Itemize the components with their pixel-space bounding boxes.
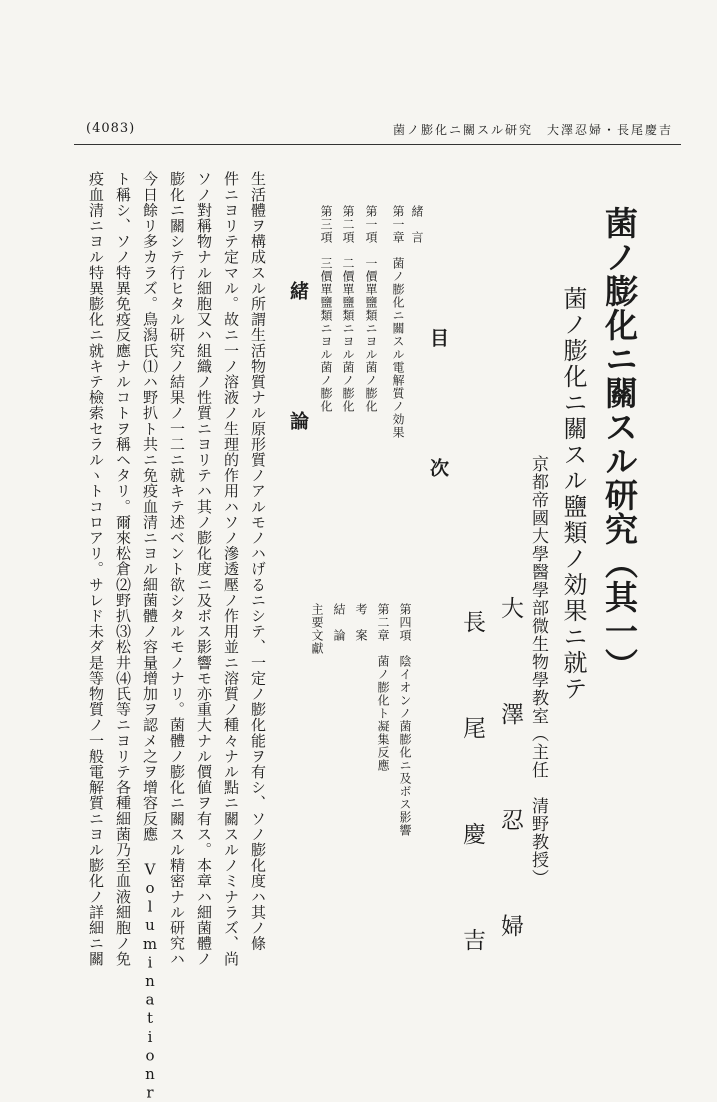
toc-entry: 第三項 三價單鹽類ニヨル菌ノ膨化 <box>319 205 333 413</box>
running-title: 菌ノ膨化ニ關スル研究 大澤忍婦・長尾慶吉 <box>392 123 673 137</box>
author-name: 大 澤 忍 婦 <box>497 596 523 967</box>
body-text-line: ト稱シ、ソノ特異免疫反應ナルコトヲ稱ヘタリ。爾來松倉⑵野扒⑶松井⑷氏等ニヨリテ各種細菌乃至血液細胞ノ免 <box>114 171 132 967</box>
toc-entry: 第一項 一價單鹽類ニヨル菌ノ膨化 <box>364 205 378 413</box>
toc-entry: 結 論 <box>332 603 346 642</box>
toc-entry: 考 案 <box>354 603 368 642</box>
toc-entry: 第二章 菌ノ膨化ト凝集反應 <box>376 603 390 772</box>
article-subtitle: 菌ノ膨化ニ關スル鹽類ノ効果ニ就テ <box>559 286 587 702</box>
body-text-line: 膨化ニ關シテ行ヒタル研究ノ結果ノ一二ニ就キテ述ベント欲シタルモノナリ。菌體ノ膨化ニ關スル精密ナル研究ハ <box>168 171 186 967</box>
body-text-line: 今日餘リ多カラズ。鳥潟氏⑴ハ野扒ト共ニ免疫血清ニヨル細菌體ノ容量增加ヲ認メ之ヲ增容反應 Voluminationr <box>141 171 159 1102</box>
body-text-line: 疫血清ニヨル特異膨化ニ就キテ檢索セラルヽトコロアリ。サレド未ダ是等物質ノ一般電解質ニヨル膨化ノ詳細ニ關 <box>87 171 105 967</box>
toc-entry: 第四項 陰イオンノ菌膨化ニ及ボス影響 <box>398 603 412 837</box>
article-title: 菌ノ膨化ニ關スル研究（其一） <box>600 206 639 682</box>
toc-entry: 第二項 二價單鹽類ニヨル菌ノ膨化 <box>341 205 355 413</box>
author-name: 長 尾 慶 吉 <box>459 610 485 981</box>
body-text-line: 生活體ヲ構成スル所謂生活物質ナル原形質ノアルモノハげるニシテ、一定ノ膨化能ヲ有シ、ソノ膨化度ハ其ノ條 <box>249 171 267 951</box>
section-heading: 緒 論 <box>287 281 309 476</box>
page-number: (4083) <box>86 121 136 136</box>
toc-entry: 緒 言 <box>410 205 424 244</box>
toc-entry: 主要文獻 <box>310 603 324 655</box>
header-rule <box>74 144 681 145</box>
affiliation: 京都帝國大學醫學部微生物學教室（主任 清野教授） <box>528 455 548 887</box>
toc-heading: 目 次 <box>427 328 449 523</box>
body-text-line: 件ニヨリテ定マル。故ニ一ノ溶液ノ生理的作用ハソノ滲透壓ノ作用並ニ溶質ノ種々ナル點ニ關スルノミナラズ、尚 <box>222 171 240 967</box>
body-text-line: ソノ對稱物ナル細胞又ハ組織ノ性質ニヨリテハ其ノ膨化度ニ及ボス影響モ亦重大ナル價値ヲ有ス。本章ハ細菌體ノ <box>195 171 213 967</box>
toc-entry: 第一章 菌ノ膨化ニ關スル電解質ノ効果 <box>391 205 405 439</box>
